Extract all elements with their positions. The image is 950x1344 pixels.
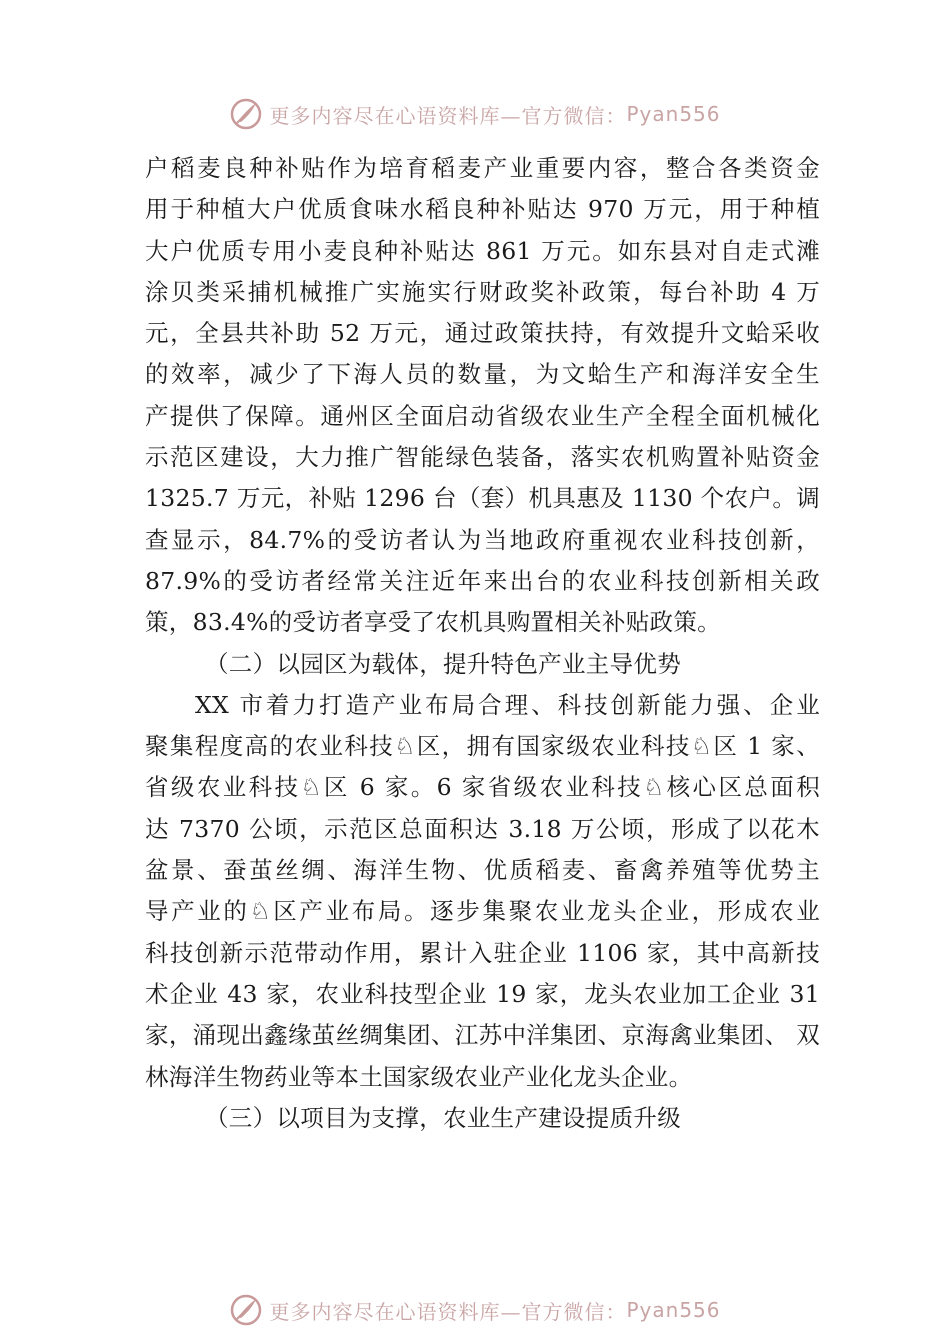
text-line: 术企业 43 家，农业科技型企业 19 家，龙头农业加工企业 31: [145, 979, 820, 1008]
text-line: 家，涌现出鑫缘茧丝绸集团、江苏中洋集团、京海禽业集团、 双: [145, 1021, 820, 1050]
text-line: 策，83.4%的受访者享受了农机具购置相关补贴政策。: [145, 608, 721, 637]
text-line: 涂贝类采捕机械推广实施实行财政奖补政策，每台补助 4 万: [145, 277, 820, 306]
watermark-text-cn: 更多内容尽在心语资料库—官方微信：: [269, 1299, 627, 1324]
text-line: 元，全县共补助 52 万元，通过政策扶持，有效提升文蛤采收: [145, 319, 820, 348]
section-heading-2: （二）以园区为载体，提升特色产业主导优势: [205, 649, 681, 678]
document-body: [145, 148, 820, 1139]
text-line: 87.9%的受访者经常关注近年来出台的农业科技创新相关政: [145, 566, 820, 595]
text-line: 查显示，84.7%的受访者认为当地政府重视农业科技创新，: [145, 525, 820, 554]
text-line: 示范区建设，大力推广智能绿色装备，落实农机购置补贴资金: [145, 443, 820, 472]
watermark-text-en: Pyan556: [626, 102, 721, 126]
text-line: 产提供了保障。通州区全面启动省级农业生产全程全面机械化: [145, 401, 820, 430]
text-line: 林海洋生物药业等本土国家级农业产业化龙头企业。: [145, 1062, 693, 1091]
text-line: 科技创新示范带动作用，累计入驻企业 1106 家，其中高新技: [145, 938, 820, 967]
quill-seal-icon: [229, 1293, 263, 1327]
text-line: XX 市着力打造产业布局合理、科技创新能力强、企业: [195, 690, 820, 719]
quill-seal-icon: [229, 97, 263, 131]
text-line: 聚集程度高的农业科技♘区，拥有国家级农业科技♘区 1 家、: [145, 732, 820, 761]
footer-watermark: [0, 1290, 950, 1330]
text-line: 用于种植大户优质食味水稻良种补贴达 970 万元，用于种植: [145, 195, 820, 224]
text-line: 大户优质专用小麦良种补贴达 861 万元。如东县对自走式滩: [145, 236, 820, 265]
text-line: 导产业的♘区产业布局。逐步集聚农业龙头企业，形成农业: [145, 897, 820, 926]
watermark-text-en: Pyan556: [626, 1298, 721, 1322]
text-line: 盆景、蚕茧丝绸、海洋生物、优质稻麦、畜禽养殖等优势主: [145, 856, 820, 885]
header-watermark: [0, 94, 950, 134]
paragraph-parks: [145, 685, 820, 1098]
paragraph-subsidy: [145, 148, 820, 644]
text-line: 省级农业科技♘区 6 家。6 家省级农业科技♘核心区总面积: [145, 773, 820, 802]
text-line: 达 7370 公顷，示范区总面积达 3.18 万公顷，形成了以花木: [145, 814, 820, 843]
text-line: 户稻麦良种补贴作为培育稻麦产业重要内容，整合各类资金: [145, 154, 820, 182]
text-line: 1325.7 万元，补贴 1296 台（套）机具惠及 1130 个农户。调: [145, 484, 820, 513]
section-heading-3: （三）以项目为支撑，农业生产建设提质升级: [205, 1103, 681, 1132]
watermark-text-cn: 更多内容尽在心语资料库—官方微信：: [269, 103, 627, 128]
text-line: 的效率，减少了下海人员的数量，为文蛤生产和海洋安全生: [145, 360, 820, 389]
